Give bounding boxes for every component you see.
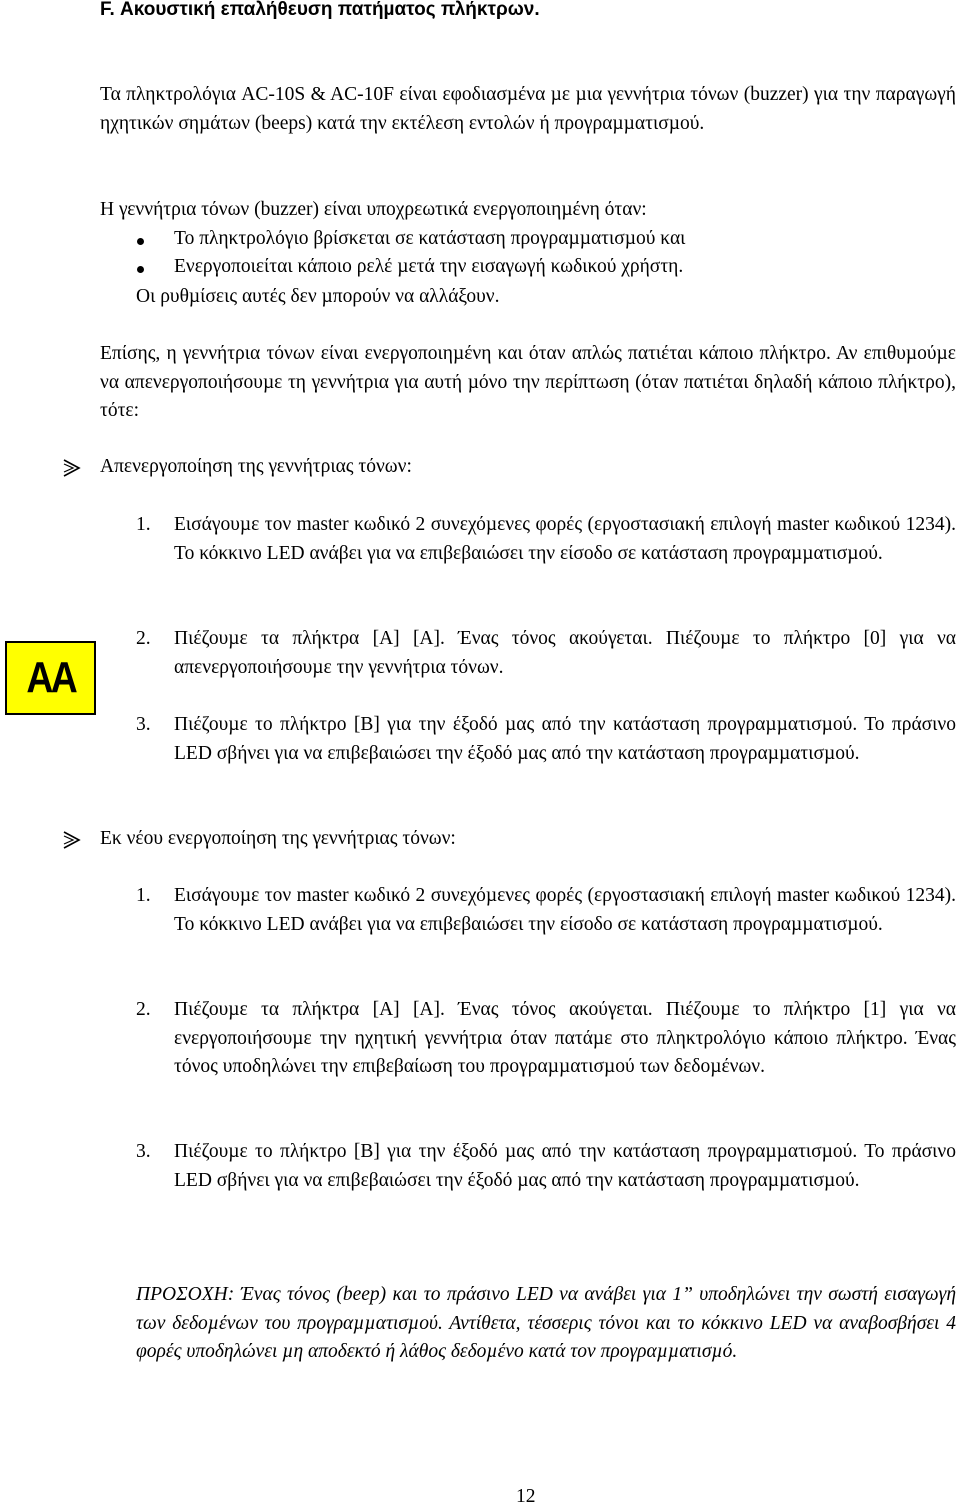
step-number: 2.	[136, 628, 151, 649]
section-title-disable: Απενεργοποίηση της γεννήτριας τόνων:	[100, 456, 412, 477]
step-text: Πιέζουµε τα πλήκτρα [A] [A]. Ένας τόνος ακούγεται. Πιέζουµε το πλήκτρο [1] για να ενεργοποιήσουµε την ηχητική γεννήτρια όταν πατάµε στο πληκτρολόγιο κάποιο πλήκτρο. Ένας τόνος υποδηλώνει την επιβεβαίωση του προγραµµατισµού των δεδοµένων.	[174, 999, 956, 1077]
section-heading: F. Ακουστική επαλήθευση πατήµατος πλήκτρων.	[100, 0, 540, 20]
step-text: Πιέζουµε το πλήκτρο [B] για την έξοδό µας από την κατάσταση προγραµµατισµού. Το πράσινο LED σβήνει για να επιβεβαιώσει την έξοδό µας από την κατάσταση προγραµµατισµού.	[174, 714, 956, 764]
step-text: Πιέζουµε τα πλήκτρα [A] [A]. Ένας τόνος ακούγεται. Πιέζουµε το πλήκτρο [0] για να απενεργοποιήσουµε την γεννήτρια τόνων.	[174, 628, 956, 678]
bullet-item: Ενεργοποιείται κάποιο ρελέ µετά την εισαγωγή κωδικού χρήστη.	[174, 256, 684, 277]
bullet-item: Το πληκτρολόγιο βρίσκεται σε κατάσταση προγραµµατισµού και	[174, 228, 686, 249]
aa-badge	[5, 641, 96, 715]
step-text: Πιέζουµε το πλήκτρο [B] για την έξοδό µας από την κατάσταση προγραµµατισµού. Το πράσινο LED σβήνει για να επιβεβαιώσει την έξοδό µας από την κατάσταση προγραµµατισµού.	[174, 1141, 956, 1191]
bullet-icon	[137, 266, 144, 273]
aa-badge-label: AA	[26, 653, 75, 702]
buzzer-required-lead: Η γεννήτρια τόνων (buzzer) είναι υποχρεωτικά ενεργοποιηµένη όταν:	[100, 199, 647, 220]
section-title-reenable: Εκ νέου ενεργοποίηση της γεννήτριας τόνων:	[100, 828, 456, 849]
step-number: 1.	[136, 514, 151, 535]
arrowhead-bullet-icon	[62, 458, 82, 478]
also-paragraph: Επίσης, η γεννήτρια τόνων είναι ενεργοποιηµένη και όταν απλώς πατιέται κάποιο πλήκτρο. Αν επιθυµούµε να απενεργοποιήσουµε τη γεννήτρια για αυτή µόνο την περίπτωση (όταν πατιέται δηλαδή κάποιο πλήκτρο), τότε:	[100, 343, 956, 421]
step-text: Εισάγουµε τον master κωδικό 2 συνεχόµενες φορές (εργοστασιακή επιλογή master κωδικού 1234). Το κόκκινο LED ανάβει για να επιβεβαιώσει την είσοδο σε κατάσταση προγραµµατισµού.	[174, 885, 956, 935]
step-number: 3.	[136, 714, 151, 735]
bullet-icon	[137, 238, 144, 245]
intro-paragraph: Τα πληκτρολόγια AC-10S & AC-10F είναι εφοδιασµένα µε µια γεννήτρια τόνων (buzzer) για την παραγωγή ηχητικών σηµάτων (beeps) κατά την εκτέλεση εντολών ή προγραµµατισµού.	[100, 84, 956, 134]
step-number: 2.	[136, 999, 151, 1020]
arrowhead-bullet-icon	[62, 830, 82, 850]
step-number: 1.	[136, 885, 151, 906]
step-text: Εισάγουµε τον master κωδικό 2 συνεχόµενες φορές (εργοστασιακή επιλογή master κωδικού 1234). Το κόκκινο LED ανάβει για να επιβεβαιώσει την είσοδο σε κατάσταση προγραµµατισµού.	[174, 514, 956, 564]
caution-note: ΠΡΟΣΟΧΗ: Ένας τόνος (beep) και το πράσινο LED να ανάβει για 1” υποδηλώνει την σωστή εισαγωγή των δεδοµένων του προγραµµατισµού. Αντίθετα, τέσσερις τόνοι και το κόκκινο LED να αναβοσβήσει 4 φορές υποδηλώνει µη αποδεκτό ή λάθος δεδοµένο κατά τον προγραµµατισµό.	[136, 1284, 956, 1362]
page-number: 12	[516, 1486, 536, 1507]
buzzer-required-note: Οι ρυθµίσεις αυτές δεν µπορούν να αλλάξουν.	[136, 286, 500, 307]
step-number: 3.	[136, 1141, 151, 1162]
